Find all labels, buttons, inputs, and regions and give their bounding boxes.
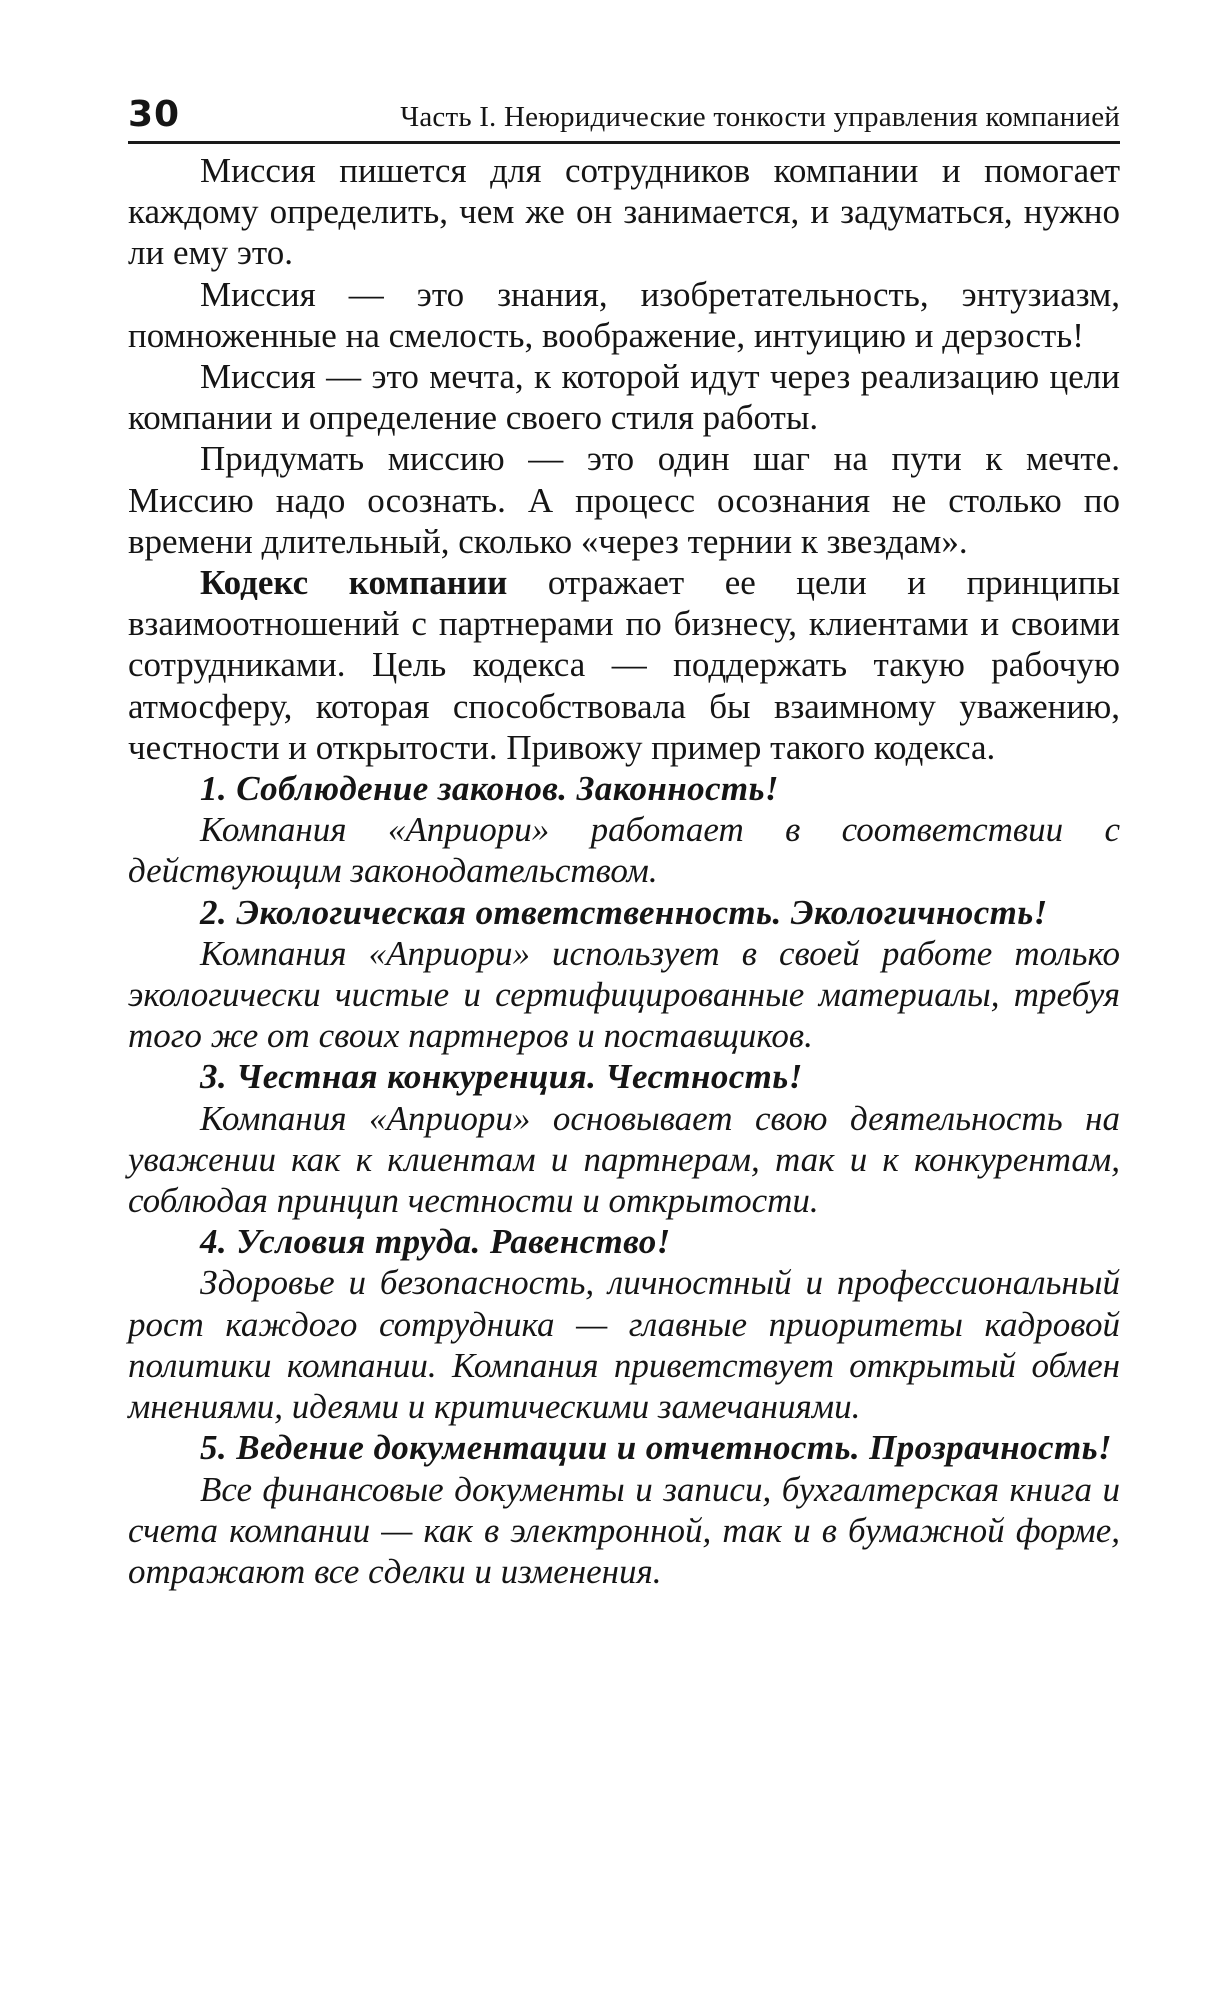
running-header xyxy=(128,92,1120,144)
term-company-code: Кодекс компании xyxy=(200,563,508,603)
code-item-heading: 5. Ведение документации и отчетность. Прозрачность! xyxy=(200,1428,1112,1468)
code-item-heading: 1. Соблюдение законов. Законность! xyxy=(200,769,779,809)
paragraph-mission-dream: Миссия — это мечта, к которой идут через реализацию цели компании и определение своего стиля работы. xyxy=(128,357,1120,438)
code-item-text: Здоровье и безопасность, личностный и профессиональный рост каждого сотрудника — главные приоритеты кадровой политики компании. Компания приветствует открытый обмен мнениями, идеями и критическими замечаниями. xyxy=(128,1263,1120,1427)
company-code-description: отражает ее цели и принципы взаимоотношений с партнерами по бизнесу, клиентами и своими сотрудниками. Цель кодекса — поддержать такую рабочую атмосферу, которая способствовала бы взаимному уважению, честности и открытости. Привожу пример такого кодекса. xyxy=(128,563,1120,767)
paragraph-mission-awareness: Придумать миссию — это один шаг на пути к мечте. Миссию надо осознать. А процесс осознания не столько по времени длительный, сколько «через тернии к звездам». xyxy=(128,439,1120,561)
page-number: 30 xyxy=(128,94,181,135)
code-item-text: Компания «Априори» основывает свою деятельность на уважении как к клиентам и партнерам, так и к конкурентам, соблюдая принцип честности и открытости. xyxy=(128,1098,1120,1221)
code-item-text: Компания «Априори» работает в соответствии с действующим законодательством. xyxy=(128,810,1120,891)
code-item-heading: 3. Честная конкуренция. Честность! xyxy=(200,1057,803,1097)
chapter-title: Часть I. Неюридические тонкости управления компанией xyxy=(400,101,1120,133)
body-text xyxy=(128,150,1120,1592)
book-page xyxy=(128,92,1120,1592)
code-item-text: Все финансовые документы и записи, бухгалтерская книга и счета компании — как в электронной, так и в бумажной форме, отражают все сделки и изменения. xyxy=(128,1469,1120,1591)
paragraph-company-code xyxy=(128,562,1120,768)
code-item-heading: 4. Условия труда. Равенство! xyxy=(200,1222,671,1262)
code-item-text: Компания «Априори» использует в своей работе только экологически чистые и сертифицированные материалы, требуя того же от своих партнеров и поставщиков. xyxy=(128,933,1120,1056)
paragraph-mission-definition: Миссия — это знания, изобретательность, энтузиазм, помноженные на смелость, воображение, интуицию и дерзость! xyxy=(128,274,1120,355)
paragraph-mission-purpose: Миссия пишется для сотрудников компании и помогает каждому определить, чем же он занимается, и задуматься, нужно ли ему это. xyxy=(128,151,1120,273)
code-item-heading: 2. Экологическая ответственность. Экологичность! xyxy=(200,892,1048,932)
